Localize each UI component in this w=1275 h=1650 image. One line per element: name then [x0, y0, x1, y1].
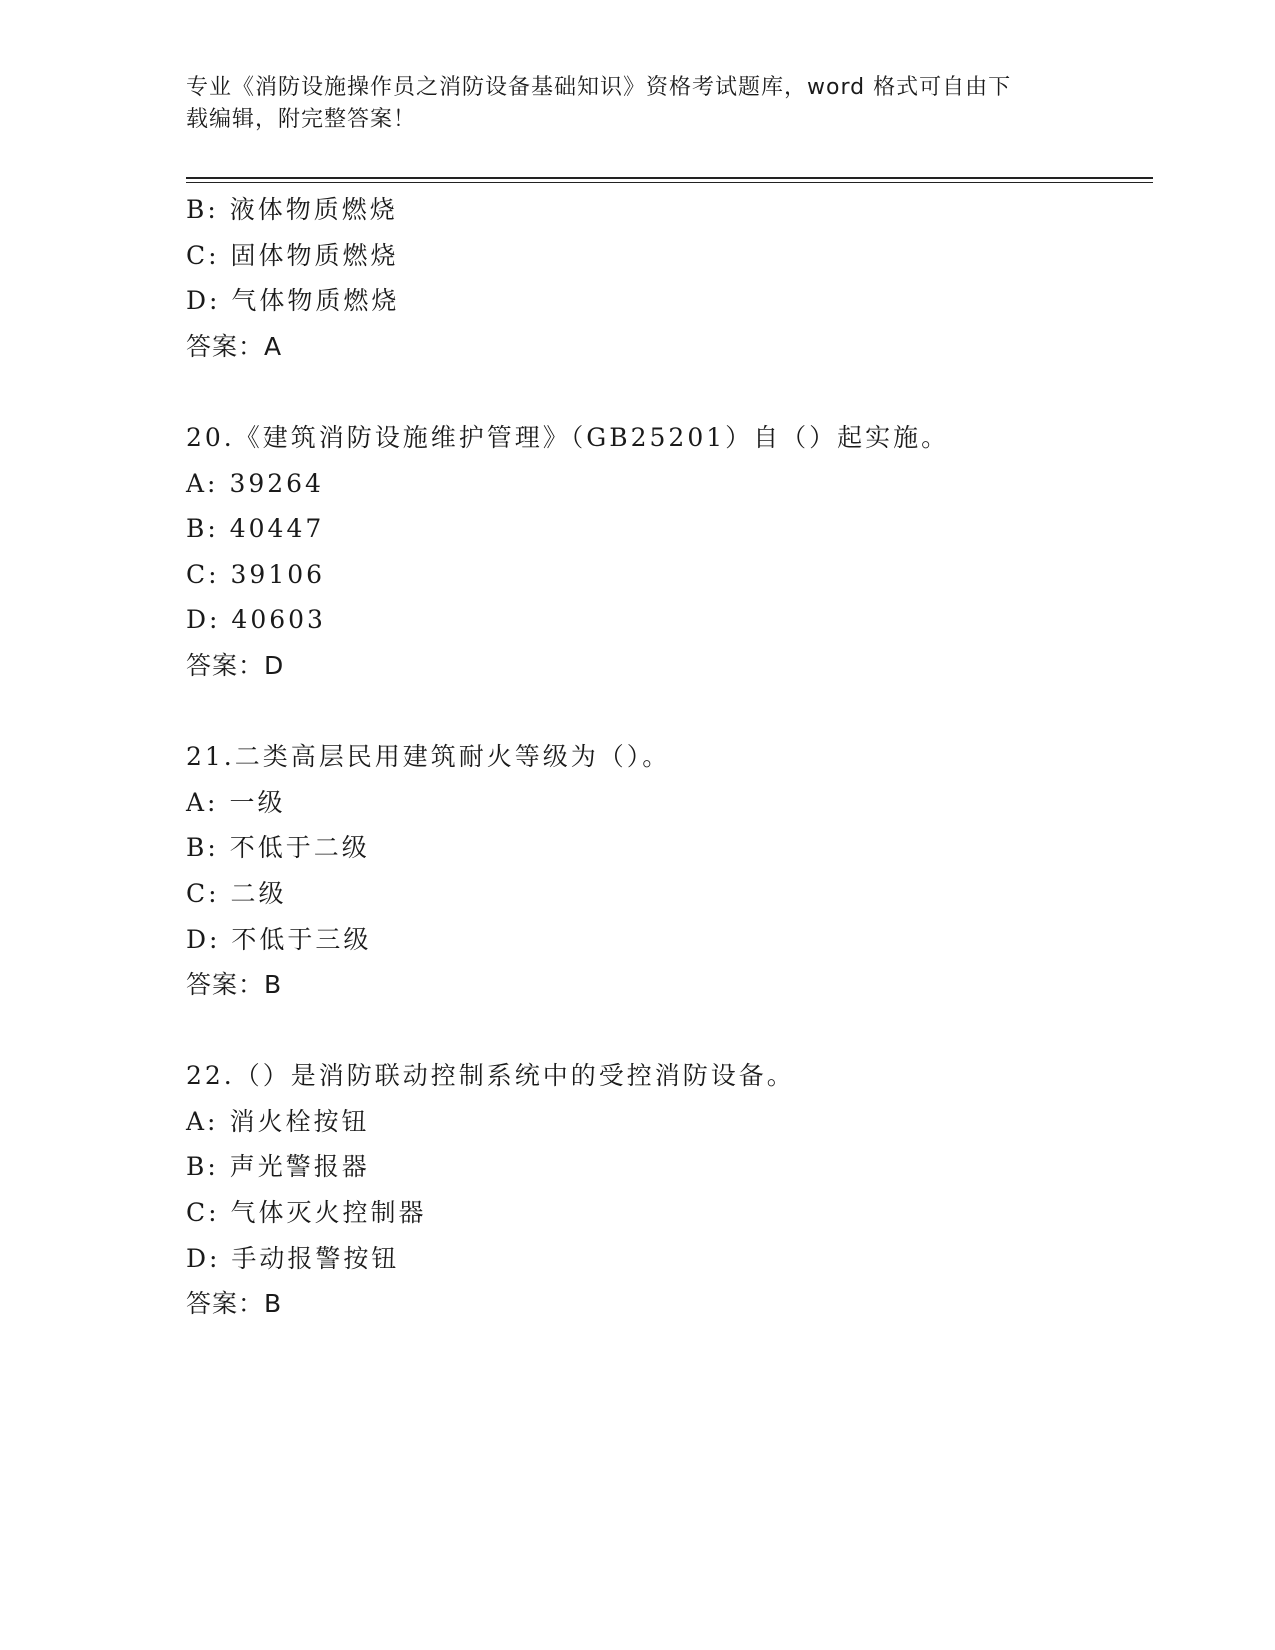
- option-label: D:: [186, 924, 221, 954]
- option-text: 声光警报器: [229, 1152, 370, 1182]
- option-b: [186, 1144, 1146, 1190]
- answer-value: A: [264, 331, 283, 361]
- answer-label: 答案：: [186, 331, 265, 361]
- header-divider-thin: [186, 182, 1153, 183]
- option-b: [186, 506, 1146, 552]
- answer-line: [186, 1281, 1146, 1327]
- option-label: C:: [186, 1198, 220, 1228]
- question-block-21: [186, 734, 1146, 1008]
- document-header: [186, 72, 1066, 136]
- option-text: 40447: [229, 514, 325, 544]
- option-a: [186, 780, 1146, 826]
- spacer: [186, 689, 1146, 735]
- option-c: [186, 233, 1146, 279]
- option-text: 不低于三级: [231, 924, 372, 954]
- option-c: [186, 552, 1146, 598]
- option-a: [186, 1099, 1146, 1145]
- option-text: 二级: [230, 878, 287, 908]
- option-label: B:: [186, 1152, 219, 1182]
- option-label: A:: [186, 468, 219, 498]
- answer-line: [186, 643, 1146, 689]
- answer-line: [186, 962, 1146, 1008]
- option-text: 39106: [230, 559, 326, 589]
- question-stem: 22.（）是消防联动控制系统中的受控消防设备。: [186, 1061, 795, 1091]
- answer-value: D: [264, 650, 285, 680]
- option-text: 液体物质燃烧: [229, 195, 398, 224]
- option-text: 不低于二级: [229, 833, 370, 863]
- option-c: [186, 1190, 1146, 1236]
- option-label: C:: [186, 878, 220, 908]
- option-text: 40603: [231, 605, 326, 635]
- question-list: [186, 187, 1146, 1327]
- option-d: [186, 1236, 1146, 1282]
- option-label: B:: [186, 833, 219, 863]
- answer-label: 答案：: [186, 1289, 265, 1319]
- option-label: B:: [186, 514, 219, 544]
- header-title-line-2: 载编辑，附完整答案！: [186, 107, 417, 132]
- answer-label: 答案：: [186, 970, 265, 1000]
- option-text: 消火栓按钮: [229, 1106, 370, 1136]
- option-text: 固体物质燃烧: [230, 240, 399, 270]
- option-text: 手动报警按钮: [231, 1243, 400, 1273]
- option-text: 一级: [229, 787, 286, 817]
- question-stem: 20.《建筑消防设施维护管理》（GB25201）自（）起实施。: [186, 422, 950, 452]
- question-stem: 21.二类高层民用建筑耐火等级为（）。: [186, 742, 671, 772]
- option-d: [186, 278, 1146, 324]
- option-b: [186, 825, 1146, 871]
- header-divider-thick: [186, 177, 1153, 179]
- option-text: 气体灭火控制器: [230, 1198, 427, 1228]
- answer-line: [186, 324, 1146, 370]
- answer-label: 答案：: [186, 650, 265, 680]
- header-title-line-1: 专业《消防设施操作员之消防设备基础知识》资格考试题库，word 格式可自由下: [186, 75, 1012, 100]
- option-label: A:: [186, 1106, 219, 1136]
- option-text: 气体物质燃烧: [231, 286, 400, 316]
- spacer: [186, 369, 1146, 415]
- option-b: [186, 187, 1146, 233]
- option-a: [186, 461, 1146, 507]
- option-text: 39264: [229, 468, 324, 498]
- question-block-22: [186, 1053, 1146, 1327]
- option-label: D:: [186, 605, 221, 635]
- spacer: [186, 1008, 1146, 1054]
- option-label: C:: [186, 240, 220, 270]
- option-d: [186, 597, 1146, 643]
- option-label: A:: [186, 787, 219, 817]
- option-c: [186, 871, 1146, 917]
- answer-value: B: [264, 1289, 283, 1319]
- option-d: [186, 917, 1146, 963]
- option-label: C:: [186, 559, 220, 589]
- option-label: B:: [186, 195, 219, 224]
- option-label: D:: [186, 286, 221, 316]
- question-block-partial: [186, 187, 1146, 369]
- question-block-20: [186, 415, 1146, 689]
- answer-value: B: [264, 970, 283, 1000]
- option-label: D:: [186, 1243, 221, 1273]
